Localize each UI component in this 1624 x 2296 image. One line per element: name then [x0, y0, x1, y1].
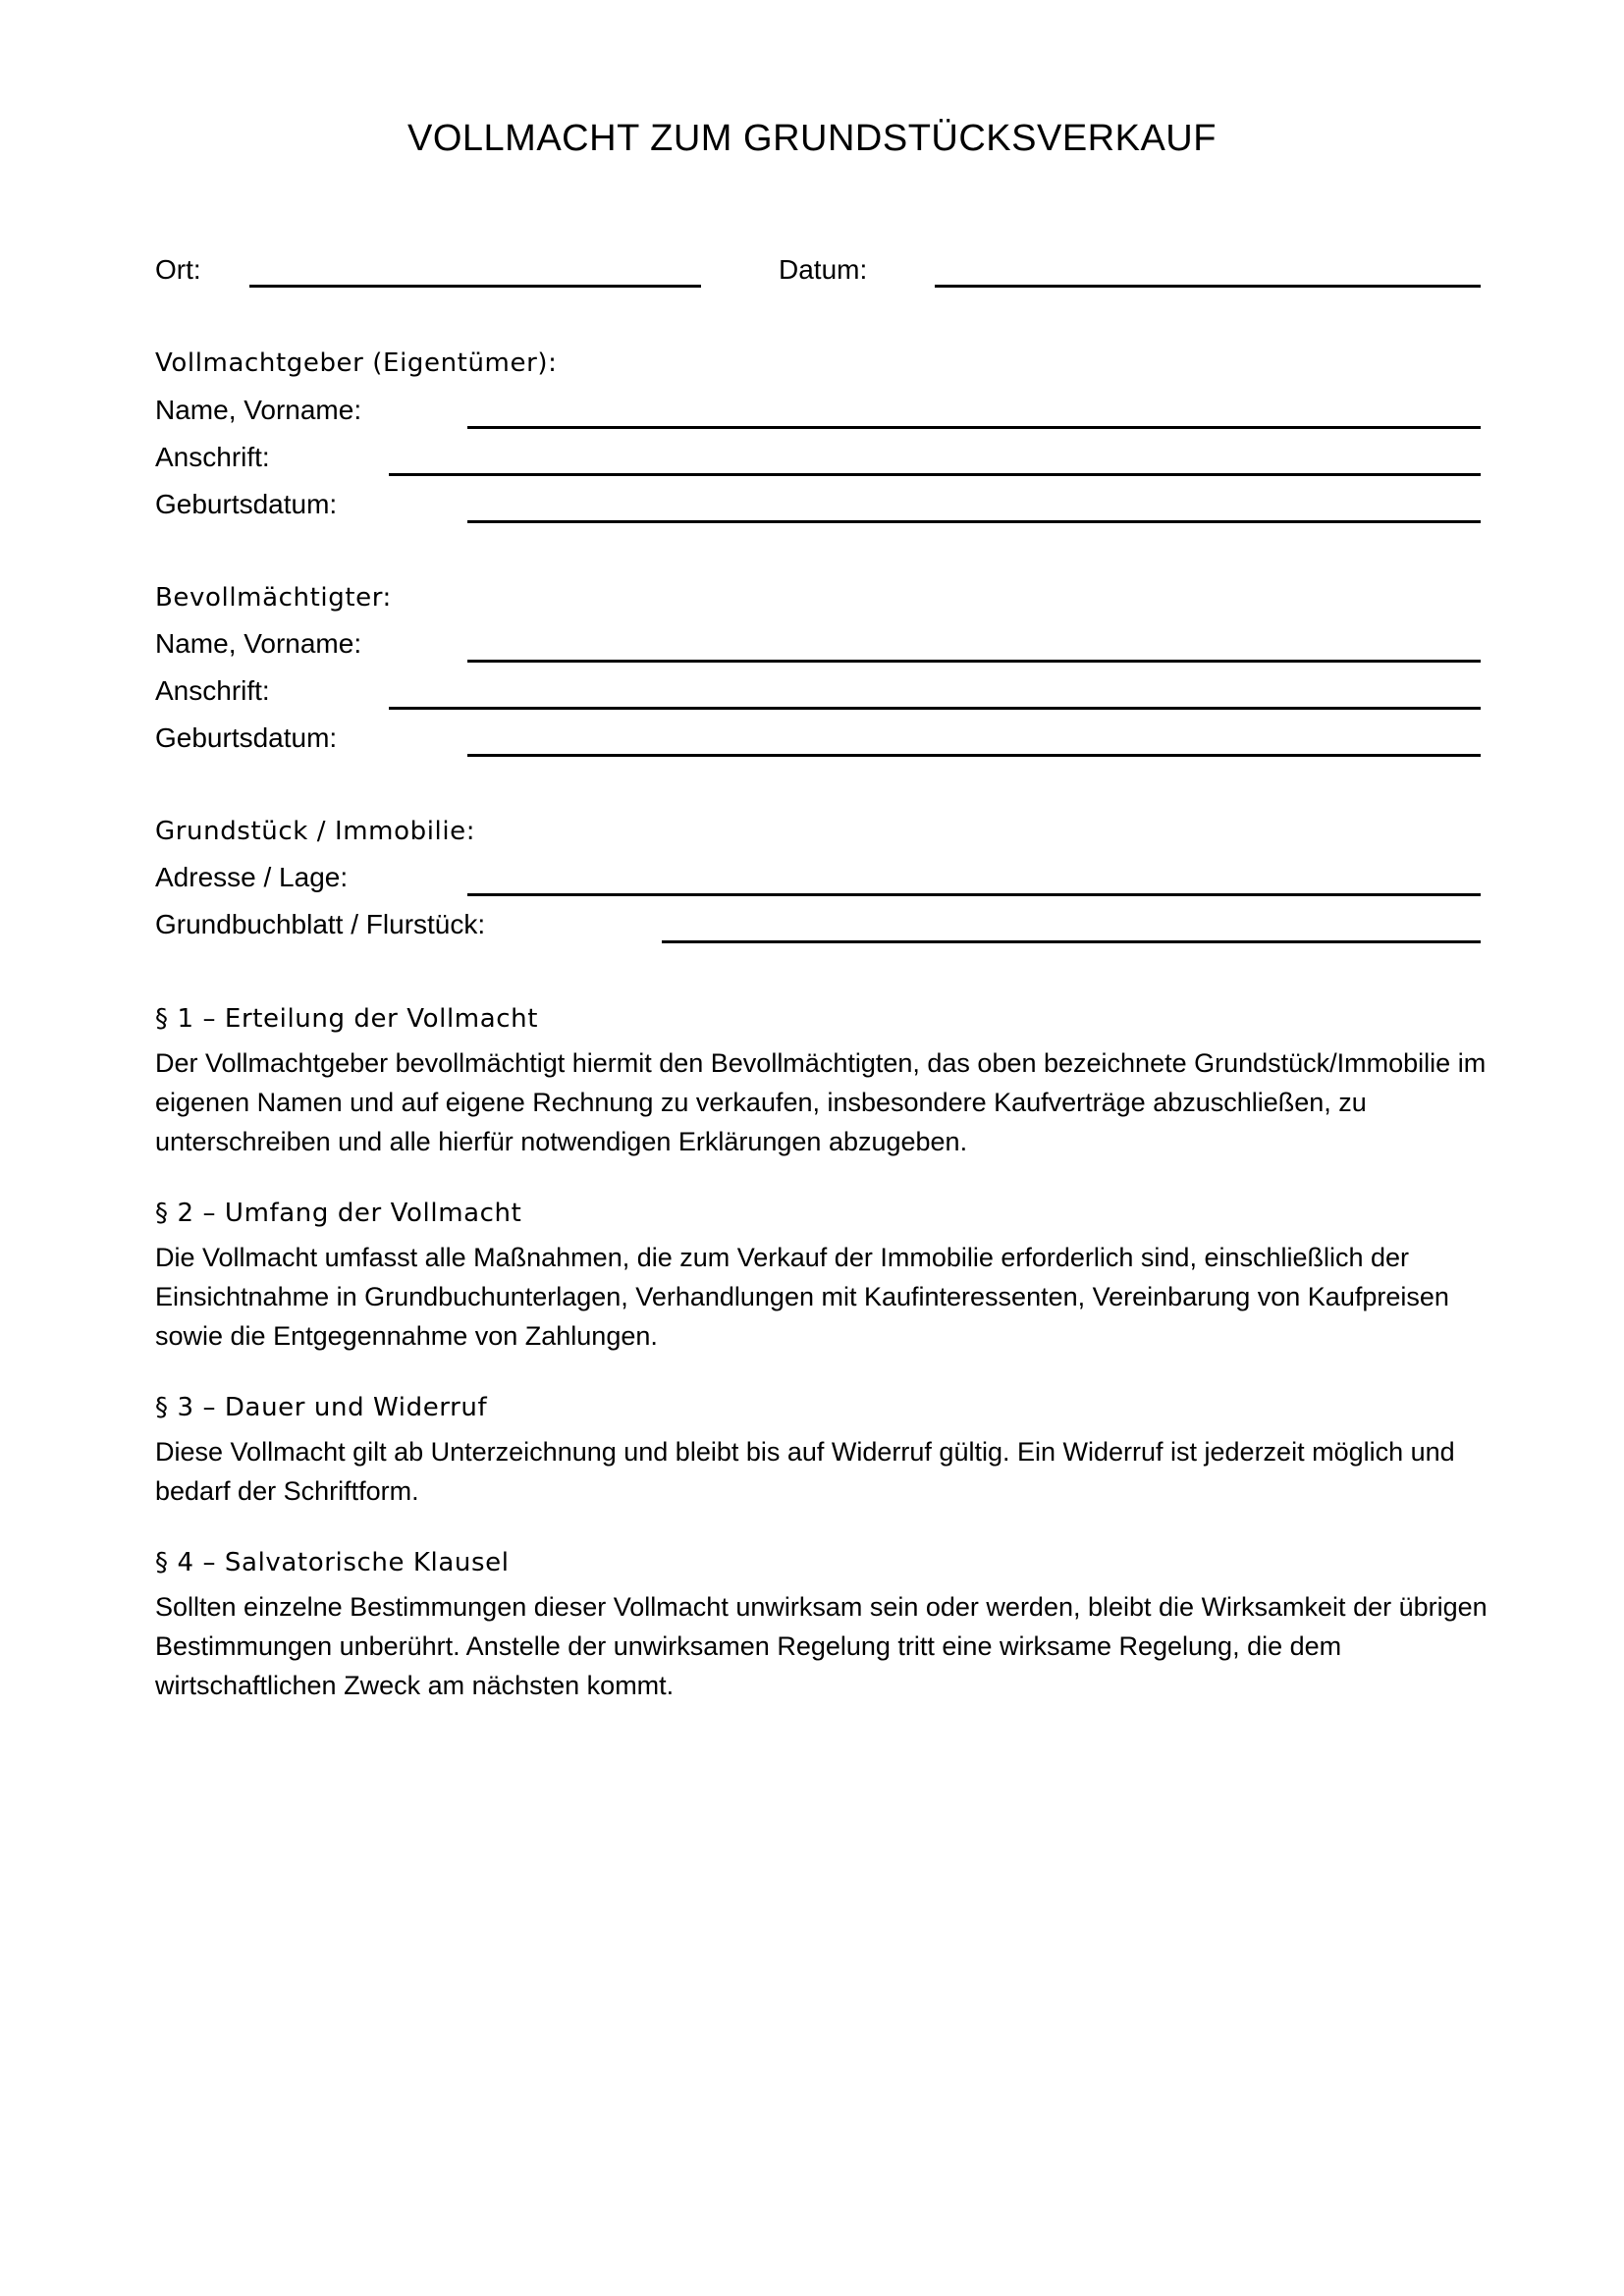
grundstueck-adresse-field-line[interactable]: [467, 893, 1481, 896]
bevollmaechtigter-anschrift-label: Anschrift:: [155, 675, 270, 706]
paragraph-2-heading: § 2 – Umfang der Vollmacht: [155, 1199, 522, 1228]
paragraph-4-heading: § 4 – Salvatorische Klausel: [155, 1548, 510, 1577]
page-title: VOLLMACHT ZUM GRUNDSTÜCKSVERKAUF: [407, 118, 1217, 159]
paragraph-1-body: Der Vollmachtgeber bevollmächtigt hiermit den Bevollmächtigten, das oben bezeichnete Grundstück/Immobilie im eigenen Namen und auf eigene Rechnung zu verkaufen, insbesondere Kaufverträge abzuschließen, zu unterschreiben und alle hierfür notwendigen Erklärungen abzugeben.: [155, 1048, 1487, 1156]
paragraph-2-body: Die Vollmacht umfasst alle Maßnahmen, die zum Verkauf der Immobilie erforderlich sind, einschließlich der Einsichtnahme in Grundbuchunterlagen, Verhandlungen mit Kaufinteressenten, Vereinbarung von Kaufpreisen sowie die Entgegennahme von Zahlungen.: [155, 1243, 1449, 1351]
grundstueck-grundbuch-field-line[interactable]: [662, 940, 1481, 943]
paragraph-1-heading: § 1 – Erteilung der Vollmacht: [155, 1004, 539, 1034]
paragraph-3-heading: § 3 – Dauer und Widerruf: [155, 1393, 488, 1422]
grundstueck-grundbuch-label: Grundbuchblatt / Flurstück:: [155, 909, 486, 939]
vollmachtgeber-heading: Vollmachtgeber (Eigentümer):: [155, 348, 558, 378]
vollmachtgeber-name-field-line[interactable]: [467, 426, 1481, 429]
bevollmaechtigter-anschrift-field-line[interactable]: [389, 707, 1481, 710]
bevollmaechtigter-geburtsdatum-label: Geburtsdatum:: [155, 722, 338, 753]
vollmachtgeber-geburtsdatum-field-line[interactable]: [467, 520, 1481, 523]
ort-field-line[interactable]: [249, 285, 701, 288]
vollmachtgeber-anschrift-field-line[interactable]: [389, 473, 1481, 476]
paragraph-4-body: Sollten einzelne Bestimmungen dieser Vollmacht unwirksam sein oder werden, bleibt die Wirksamkeit der übrigen Bestimmungen unberührt. Anstelle der unwirksamen Regelung tritt eine wirksame Regelung, die dem wirtschaftlichen Zweck am nächsten kommt.: [155, 1592, 1488, 1700]
ort-label: Ort:: [155, 254, 201, 285]
datum-field-line[interactable]: [935, 285, 1481, 288]
bevollmaechtigter-heading: Bevollmächtigter:: [155, 583, 392, 613]
datum-label: Datum:: [779, 254, 868, 285]
grundstueck-heading: Grundstück / Immobilie:: [155, 817, 476, 846]
bevollmaechtigter-geburtsdatum-field-line[interactable]: [467, 754, 1481, 757]
vollmachtgeber-anschrift-label: Anschrift:: [155, 442, 270, 472]
vollmachtgeber-name-label: Name, Vorname:: [155, 395, 362, 425]
vollmachtgeber-geburtsdatum-label: Geburtsdatum:: [155, 489, 338, 519]
bevollmaechtigter-name-label: Name, Vorname:: [155, 628, 362, 659]
grundstueck-adresse-label: Adresse / Lage:: [155, 862, 349, 892]
bevollmaechtigter-name-field-line[interactable]: [467, 660, 1481, 663]
paragraph-3-body: Diese Vollmacht gilt ab Unterzeichnung und bleibt bis auf Widerruf gültig. Ein Widerruf ist jederzeit möglich und bedarf der Schriftform.: [155, 1437, 1455, 1506]
